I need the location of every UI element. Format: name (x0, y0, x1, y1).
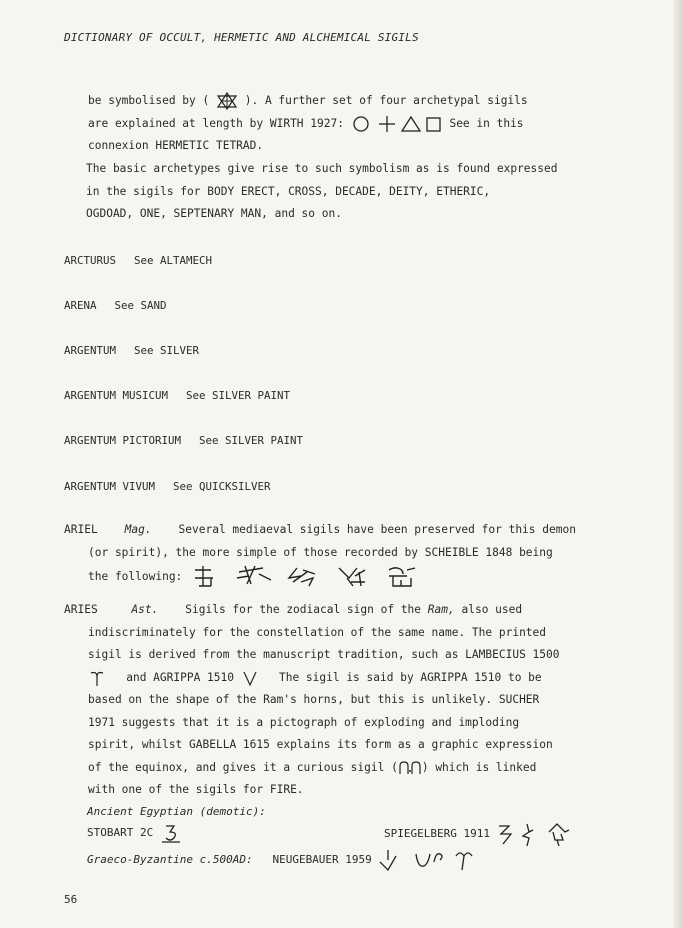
spiegelberg-sigils-icon (497, 822, 571, 846)
aries-agrippa-sigil-icon (241, 669, 259, 687)
intro-line-4: The basic archetypes give rise to such symbolism as is found expressed (86, 162, 558, 175)
intro-line-5: in the sigils for BODY ERECT, CROSS, DECADE, DEITY, ETHERIC, (86, 184, 491, 198)
intro-line-1: be symbolised by ( ). A further set of four archetypal sigils (88, 90, 668, 113)
aries-line-6: 1971 suggests that it is a pictograph of exploding and imploding (88, 715, 520, 729)
gabella-sigil-icon (398, 761, 422, 775)
entry-argentum-pictorium: ARGENTUM PICTORIUM See SILVER PAINT (64, 434, 304, 447)
page-number: 56 (64, 893, 78, 906)
egyptian-label: Ancient Egyptian (demotic): (87, 805, 266, 818)
intro-line-2: are explained at length by WIRTH 1927: See in this (88, 113, 668, 136)
aries-line-2: indiscriminately for the constellation of the same name. The printed (88, 625, 547, 639)
entry-ariel (64, 519, 644, 590)
intro-paragraph (64, 90, 668, 158)
aries-line-3: sigil is derived from the manuscript tradition, such as LAMBECIUS 1500 (88, 648, 560, 661)
intro-paragraph-2 (64, 158, 666, 226)
aries-line-4: and AGRIPPA 1510 The sigil is said by AGRIPPA 1510 to be (64, 667, 644, 690)
entry-arcturus: ARCTURUS See ALTAMECH (64, 254, 213, 267)
graeco-neugebauer-row: Graeco-Byzantine c.500AD: NEUGEBAUER 1959 (87, 848, 647, 872)
ariel-line-2: (or spirit), the more simple of those recorded by SCHEIBLE 1848 being (88, 545, 553, 559)
intro-line-3: connexion HERMETIC TETRAD. (88, 139, 264, 152)
entry-argentum: ARGENTUM See SILVER (64, 344, 200, 357)
aries-line-7: spirit, whilst GABELLA 1615 explains its form as a graphic expression (88, 738, 553, 751)
aries-line-9: with one of the sigils for FIRE. (88, 783, 304, 796)
stobart-spiegelberg-row: STOBART 2C SPIEGELBERG 1911 (87, 822, 647, 844)
entry-argentum-vivum: ARGENTUM VIVUM See QUICKSILVER (64, 480, 271, 493)
intro-line-6: OGDOAD, ONE, SEPTENARY MAN, and so on. (86, 207, 342, 220)
aries-line-8: of the equinox, and gives it a curious sigil ( ) which is linked (88, 760, 537, 774)
stobart-sigil-icon (160, 822, 182, 844)
page-edge (673, 0, 683, 928)
page-header: DICTIONARY OF OCCULT, HERMETIC AND ALCHEMICAL SIGILS (64, 31, 419, 44)
four-archetype-sigils-icon (351, 115, 443, 133)
aries-lambecius-sigil-icon (88, 669, 106, 687)
neugebauer-sigils-icon (378, 848, 478, 872)
aries-line-5: based on the shape of the Ram's horns, but this is unlikely. SUCHER (88, 693, 540, 706)
entry-arena: ARENA See SAND (64, 299, 167, 312)
hexagram-cross-sigil-icon (216, 92, 238, 110)
ariel-line-1: ARIEL Mag. Several mediaeval sigils have been preserved for this demon (64, 523, 576, 536)
entry-aries (64, 599, 644, 802)
entry-argentum-musicum: ARGENTUM MUSICUM See SILVER PAINT (64, 389, 291, 402)
spiegelberg-group: SPIEGELBERG 1911 (384, 822, 571, 846)
aries-line-1: ARIES Ast. Sigils for the zodiacal sign of the Ram, also used (64, 603, 523, 616)
ariel-sigils-icon (189, 564, 449, 590)
ariel-line-3: the following: (64, 564, 644, 590)
